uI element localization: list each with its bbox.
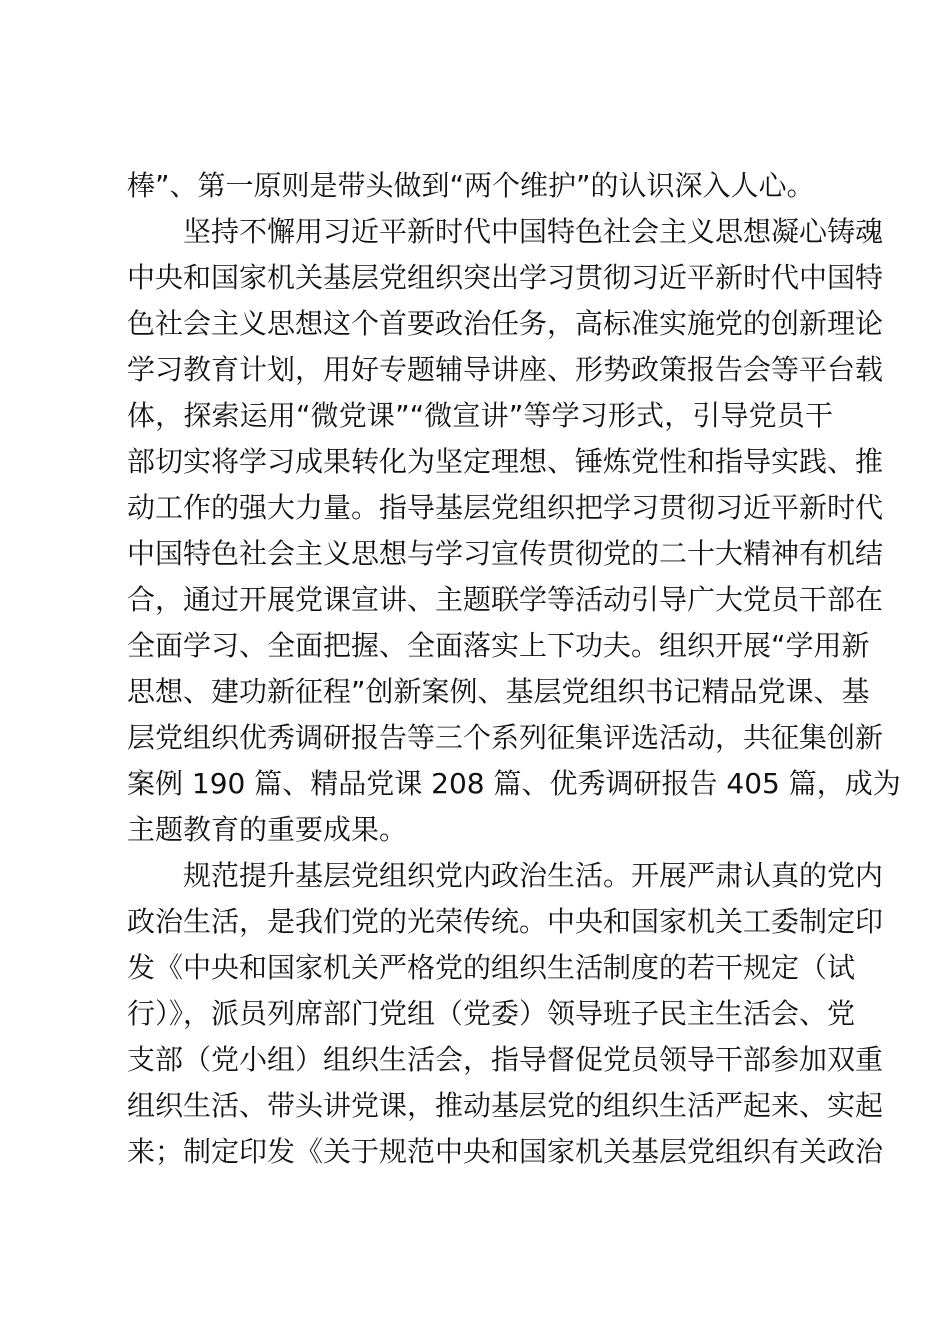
text-line: 中央和国家机关基层党组织突出学习贯彻习近平新时代中国特 bbox=[127, 261, 884, 294]
text-line: 层党组织优秀调研报告等三个系列征集评选活动，共征集创新 bbox=[127, 721, 884, 754]
text-line: 色社会主义思想这个首要政治任务，高标准实施党的创新理论 bbox=[127, 307, 884, 340]
text-line: 组织生活、带头讲党课，推动基层党的组织生活严起来、实起 bbox=[127, 1089, 884, 1122]
text-line: 部切实将学习成果转化为坚定理想、锤炼党性和指导实践、推 bbox=[127, 445, 884, 478]
text-line: 学习教育计划，用好专题辅导讲座、形势政策报告会等平台载 bbox=[127, 353, 884, 386]
text-line: 支部（党小组）组织生活会，指导督促党员领导干部参加双重 bbox=[127, 1043, 884, 1076]
text-line: 主题教育的重要成果。 bbox=[127, 813, 408, 846]
text-line: 全面学习、全面把握、全面落实上下功夫。组织开展“学用新 bbox=[127, 629, 870, 662]
paragraph-heading: 规范提升基层党组织党内政治生活。开展严肃认真的党内 bbox=[183, 859, 884, 892]
text-line: 思想、建功新征程”创新案例、基层党组织书记精品党课、基 bbox=[127, 675, 870, 708]
paragraph-heading: 坚持不懈用习近平新时代中国特色社会主义思想凝心铸魂 bbox=[183, 215, 884, 248]
text-line: 政治生活，是我们党的光荣传统。中央和国家机关工委制定印 bbox=[127, 905, 884, 938]
text-line: 发《中央和国家机关严格党的组织生活制度的若干规定（试 bbox=[127, 951, 856, 984]
text-line: 案例 190 篇、精品党课 208 篇、优秀调研报告 405 篇，成为 bbox=[127, 767, 901, 800]
text-line: 中国特色社会主义思想与学习宣传贯彻党的二十大精神有机结 bbox=[127, 537, 884, 570]
text-line: 合，通过开展党课宣讲、主题联学等活动引导广大党员干部在 bbox=[127, 583, 884, 616]
text-line: 行）》，派员列席部门党组（党委）领导班子民主生活会、党 bbox=[127, 997, 856, 1030]
text-line: 动工作的强大力量。指导基层党组织把学习贯彻习近平新时代 bbox=[127, 491, 884, 524]
text-line: 体，探索运用“微党课”“微宣讲”等学习形式，引导党员干 bbox=[127, 399, 833, 432]
text-line: 棒”、第一原则是带头做到“两个维护”的认识深入人心。 bbox=[127, 169, 815, 202]
text-line: 来；制定印发《关于规范中央和国家机关基层党组织有关政治 bbox=[127, 1135, 884, 1168]
